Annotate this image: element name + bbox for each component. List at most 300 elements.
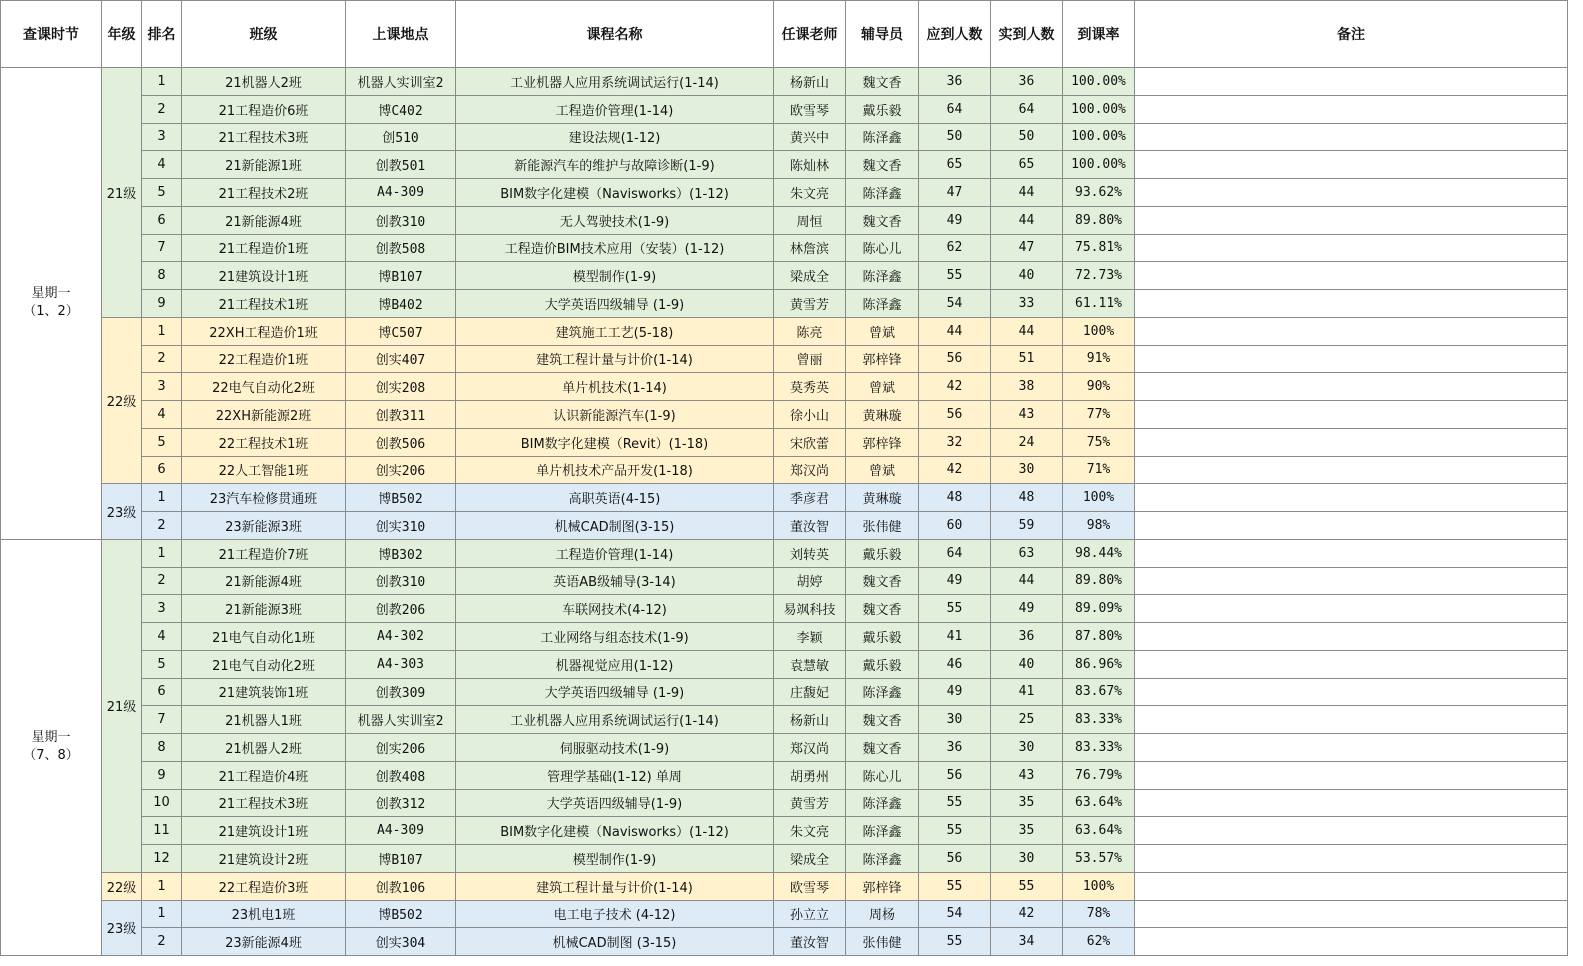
rate-cell: 83.67% — [1063, 678, 1135, 706]
notes-cell[interactable] — [1135, 539, 1568, 567]
counselor-cell: 郭梓锋 — [846, 872, 919, 900]
actual-cell: 63 — [991, 539, 1063, 567]
course-cell: 大学英语四级辅导(1-9) — [456, 789, 774, 817]
location-cell: A4-302 — [346, 623, 456, 651]
header-location: 上课地点 — [346, 1, 456, 68]
course-cell: 机械CAD制图(3-15) — [456, 512, 774, 540]
rate-cell: 71% — [1063, 456, 1135, 484]
table-row — [1, 456, 1568, 484]
actual-cell: 44 — [991, 567, 1063, 595]
rate-cell: 83.33% — [1063, 706, 1135, 734]
class-cell: 22人工智能1班 — [182, 456, 346, 484]
location-cell: 创教312 — [346, 789, 456, 817]
class-cell: 22工程造价1班 — [182, 345, 346, 373]
table-row — [1, 872, 1568, 900]
notes-cell[interactable] — [1135, 678, 1568, 706]
rate-cell: 93.62% — [1063, 179, 1135, 207]
rank-cell: 5 — [142, 179, 182, 207]
actual-cell: 35 — [991, 789, 1063, 817]
actual-cell: 34 — [991, 928, 1063, 956]
rank-cell: 7 — [142, 234, 182, 262]
table-row — [1, 345, 1568, 373]
teacher-cell: 欧雪琴 — [774, 872, 846, 900]
expected-cell: 56 — [919, 401, 991, 429]
teacher-cell: 曾丽 — [774, 345, 846, 373]
notes-cell[interactable] — [1135, 290, 1568, 318]
table-row — [1, 373, 1568, 401]
location-cell: 博B402 — [346, 290, 456, 318]
counselor-cell: 魏文香 — [846, 68, 919, 96]
counselor-cell: 魏文香 — [846, 567, 919, 595]
expected-cell: 55 — [919, 789, 991, 817]
table-row — [1, 428, 1568, 456]
class-cell: 23新能源3班 — [182, 512, 346, 540]
class-cell: 21新能源3班 — [182, 595, 346, 623]
course-cell: 机械CAD制图 (3-15) — [456, 928, 774, 956]
location-cell: A4-309 — [346, 179, 456, 207]
notes-cell[interactable] — [1135, 68, 1568, 96]
notes-cell[interactable] — [1135, 484, 1568, 512]
rank-cell: 12 — [142, 845, 182, 873]
course-cell: BIM数字化建模（Revit）(1-18) — [456, 428, 774, 456]
teacher-cell: 莫秀英 — [774, 373, 846, 401]
teacher-cell: 郑汉尚 — [774, 456, 846, 484]
counselor-cell: 魏文香 — [846, 206, 919, 234]
location-cell: 创教508 — [346, 234, 456, 262]
counselor-cell: 戴乐毅 — [846, 95, 919, 123]
session-label: 星期一 — [31, 730, 71, 746]
course-cell: 车联网技术(4-12) — [456, 595, 774, 623]
actual-cell: 36 — [991, 68, 1063, 96]
rate-cell: 98.44% — [1063, 539, 1135, 567]
table-row — [1, 789, 1568, 817]
counselor-cell: 周杨 — [846, 900, 919, 928]
rank-cell: 6 — [142, 206, 182, 234]
class-cell: 21新能源1班 — [182, 151, 346, 179]
header-rate: 到课率 — [1063, 1, 1135, 68]
rate-cell: 53.57% — [1063, 845, 1135, 873]
expected-cell: 55 — [919, 817, 991, 845]
rank-cell: 4 — [142, 401, 182, 429]
teacher-cell: 袁慧敏 — [774, 650, 846, 678]
header-row — [1, 1, 1568, 68]
expected-cell: 56 — [919, 761, 991, 789]
actual-cell: 44 — [991, 206, 1063, 234]
table-row — [1, 206, 1568, 234]
rank-cell: 1 — [142, 539, 182, 567]
notes-cell[interactable] — [1135, 401, 1568, 429]
notes-cell[interactable] — [1135, 567, 1568, 595]
location-cell: 机器人实训室2 — [346, 706, 456, 734]
course-cell: 伺服驱动技术(1-9) — [456, 734, 774, 762]
expected-cell: 56 — [919, 845, 991, 873]
counselor-cell: 陈泽鑫 — [846, 290, 919, 318]
expected-cell: 64 — [919, 95, 991, 123]
teacher-cell: 陈亮 — [774, 317, 846, 345]
rank-cell: 4 — [142, 623, 182, 651]
header-grade: 年级 — [102, 1, 142, 68]
teacher-cell: 胡婷 — [774, 567, 846, 595]
course-cell: 电工电子技术 (4-12) — [456, 900, 774, 928]
counselor-cell: 戴乐毅 — [846, 539, 919, 567]
table-row — [1, 650, 1568, 678]
class-cell: 22XH新能源2班 — [182, 401, 346, 429]
class-cell: 21建筑设计1班 — [182, 817, 346, 845]
table-row — [1, 900, 1568, 928]
grade-cell: 23级 — [102, 484, 142, 540]
teacher-cell: 黄雪芳 — [774, 789, 846, 817]
actual-cell: 40 — [991, 650, 1063, 678]
rate-cell: 90% — [1063, 373, 1135, 401]
actual-cell: 55 — [991, 872, 1063, 900]
course-cell: 工程造价BIM技术应用（安装）(1-12) — [456, 234, 774, 262]
counselor-cell: 郭梓锋 — [846, 345, 919, 373]
notes-cell[interactable] — [1135, 234, 1568, 262]
class-cell: 21机器人2班 — [182, 734, 346, 762]
teacher-cell: 董汝智 — [774, 928, 846, 956]
actual-cell: 44 — [991, 179, 1063, 207]
rate-cell: 100.00% — [1063, 151, 1135, 179]
location-cell: 创教311 — [346, 401, 456, 429]
expected-cell: 54 — [919, 290, 991, 318]
actual-cell: 30 — [991, 456, 1063, 484]
rate-cell: 63.64% — [1063, 789, 1135, 817]
rate-cell: 89.80% — [1063, 206, 1135, 234]
expected-cell: 47 — [919, 179, 991, 207]
rank-cell: 2 — [142, 345, 182, 373]
notes-cell[interactable] — [1135, 262, 1568, 290]
notes-cell[interactable] — [1135, 456, 1568, 484]
class-cell: 22电气自动化2班 — [182, 373, 346, 401]
notes-cell[interactable] — [1135, 373, 1568, 401]
actual-cell: 38 — [991, 373, 1063, 401]
course-cell: 模型制作(1-9) — [456, 262, 774, 290]
table-row — [1, 123, 1568, 151]
expected-cell: 36 — [919, 68, 991, 96]
counselor-cell: 曾斌 — [846, 317, 919, 345]
expected-cell: 55 — [919, 595, 991, 623]
actual-cell: 44 — [991, 317, 1063, 345]
rank-cell: 6 — [142, 678, 182, 706]
notes-cell[interactable] — [1135, 928, 1568, 956]
rank-cell: 6 — [142, 456, 182, 484]
class-cell: 21机器人1班 — [182, 706, 346, 734]
location-cell: A4-303 — [346, 650, 456, 678]
rate-cell: 61.11% — [1063, 290, 1135, 318]
counselor-cell: 魏文香 — [846, 151, 919, 179]
class-cell: 21电气自动化2班 — [182, 650, 346, 678]
notes-cell[interactable] — [1135, 151, 1568, 179]
course-cell: 大学英语四级辅导 (1-9) — [456, 290, 774, 318]
class-cell: 21工程技术3班 — [182, 123, 346, 151]
expected-cell: 54 — [919, 900, 991, 928]
table-row — [1, 179, 1568, 207]
notes-cell[interactable] — [1135, 512, 1568, 540]
teacher-cell: 欧雪琴 — [774, 95, 846, 123]
class-cell: 21工程造价7班 — [182, 539, 346, 567]
course-cell: BIM数字化建模（Navisworks）(1-12) — [456, 179, 774, 207]
actual-cell: 43 — [991, 401, 1063, 429]
course-cell: 工业网络与组态技术(1-9) — [456, 623, 774, 651]
rate-cell: 100% — [1063, 484, 1135, 512]
expected-cell: 55 — [919, 928, 991, 956]
table-row — [1, 817, 1568, 845]
table-row — [1, 234, 1568, 262]
table-row — [1, 706, 1568, 734]
notes-cell[interactable] — [1135, 317, 1568, 345]
table-row — [1, 734, 1568, 762]
rate-cell: 100.00% — [1063, 68, 1135, 96]
rank-cell: 3 — [142, 123, 182, 151]
course-cell: 大学英语四级辅导 (1-9) — [456, 678, 774, 706]
rate-cell: 76.79% — [1063, 761, 1135, 789]
rate-cell: 100% — [1063, 872, 1135, 900]
counselor-cell: 陈泽鑫 — [846, 817, 919, 845]
notes-cell[interactable] — [1135, 428, 1568, 456]
expected-cell: 42 — [919, 373, 991, 401]
course-cell: 模型制作(1-9) — [456, 845, 774, 873]
location-cell: 创教106 — [346, 872, 456, 900]
counselor-cell: 曾斌 — [846, 373, 919, 401]
class-cell: 21新能源4班 — [182, 567, 346, 595]
table-row — [1, 401, 1568, 429]
table-row — [1, 68, 1568, 96]
grade-cell: 22级 — [102, 317, 142, 484]
grade-cell: 23级 — [102, 900, 142, 956]
course-cell: 工程造价管理(1-14) — [456, 95, 774, 123]
teacher-cell: 朱文亮 — [774, 817, 846, 845]
location-cell: 创实310 — [346, 512, 456, 540]
course-cell: 英语AB级辅导(3-14) — [456, 567, 774, 595]
teacher-cell: 杨新山 — [774, 706, 846, 734]
class-cell: 21建筑设计2班 — [182, 845, 346, 873]
rate-cell: 100% — [1063, 317, 1135, 345]
rank-cell: 7 — [142, 706, 182, 734]
expected-cell: 41 — [919, 623, 991, 651]
course-cell: 管理学基础(1-12) 单周 — [456, 761, 774, 789]
rank-cell: 3 — [142, 595, 182, 623]
grade-cell: 21级 — [102, 539, 142, 872]
rate-cell: 89.80% — [1063, 567, 1135, 595]
expected-cell: 62 — [919, 234, 991, 262]
session-period: （7、8） — [23, 748, 79, 764]
counselor-cell: 陈泽鑫 — [846, 789, 919, 817]
location-cell: 博B107 — [346, 845, 456, 873]
rate-cell: 75% — [1063, 428, 1135, 456]
session-label: 星期一 — [31, 286, 71, 302]
rank-cell: 2 — [142, 512, 182, 540]
teacher-cell: 季彦君 — [774, 484, 846, 512]
expected-cell: 46 — [919, 650, 991, 678]
class-cell: 21工程技术1班 — [182, 290, 346, 318]
rank-cell: 1 — [142, 484, 182, 512]
notes-cell[interactable] — [1135, 179, 1568, 207]
class-cell: 21新能源4班 — [182, 206, 346, 234]
notes-cell[interactable] — [1135, 623, 1568, 651]
counselor-cell: 陈心儿 — [846, 761, 919, 789]
counselor-cell: 黄琳璇 — [846, 401, 919, 429]
location-cell: 博B107 — [346, 262, 456, 290]
expected-cell: 60 — [919, 512, 991, 540]
notes-cell[interactable] — [1135, 789, 1568, 817]
rank-cell: 1 — [142, 317, 182, 345]
rank-cell: 9 — [142, 290, 182, 318]
teacher-cell: 易飒科技 — [774, 595, 846, 623]
notes-cell[interactable] — [1135, 206, 1568, 234]
expected-cell: 65 — [919, 151, 991, 179]
rank-cell: 10 — [142, 789, 182, 817]
expected-cell: 36 — [919, 734, 991, 762]
grade-cell: 22级 — [102, 872, 142, 900]
teacher-cell: 刘转英 — [774, 539, 846, 567]
notes-cell[interactable] — [1135, 900, 1568, 928]
session-cell — [1, 68, 102, 540]
teacher-cell: 董汝智 — [774, 512, 846, 540]
notes-cell[interactable] — [1135, 817, 1568, 845]
table-row — [1, 290, 1568, 318]
grade-cell: 21级 — [102, 68, 142, 318]
notes-cell[interactable] — [1135, 845, 1568, 873]
header-class: 班级 — [182, 1, 346, 68]
rate-cell: 77% — [1063, 401, 1135, 429]
expected-cell: 42 — [919, 456, 991, 484]
counselor-cell: 魏文香 — [846, 595, 919, 623]
course-cell: 工业机器人应用系统调试运行(1-14) — [456, 68, 774, 96]
teacher-cell: 林詹滨 — [774, 234, 846, 262]
notes-cell[interactable] — [1135, 761, 1568, 789]
class-cell: 21工程造价1班 — [182, 234, 346, 262]
location-cell: 创510 — [346, 123, 456, 151]
counselor-cell: 陈泽鑫 — [846, 179, 919, 207]
location-cell: 机器人实训室2 — [346, 68, 456, 96]
class-cell: 21建筑装饰1班 — [182, 678, 346, 706]
teacher-cell: 宋欣蕾 — [774, 428, 846, 456]
notes-cell[interactable] — [1135, 706, 1568, 734]
rank-cell: 3 — [142, 373, 182, 401]
class-cell: 21电气自动化1班 — [182, 623, 346, 651]
actual-cell: 35 — [991, 817, 1063, 845]
actual-cell: 30 — [991, 734, 1063, 762]
rank-cell: 2 — [142, 567, 182, 595]
rate-cell: 86.96% — [1063, 650, 1135, 678]
table-row — [1, 484, 1568, 512]
counselor-cell: 陈心儿 — [846, 234, 919, 262]
actual-cell: 50 — [991, 123, 1063, 151]
location-cell: 创教501 — [346, 151, 456, 179]
teacher-cell: 梁成全 — [774, 845, 846, 873]
teacher-cell: 梁成全 — [774, 262, 846, 290]
location-cell: 创教309 — [346, 678, 456, 706]
location-cell: 创实304 — [346, 928, 456, 956]
header-counselor: 辅导员 — [846, 1, 919, 68]
counselor-cell: 陈泽鑫 — [846, 123, 919, 151]
expected-cell: 50 — [919, 123, 991, 151]
location-cell: 创教506 — [346, 428, 456, 456]
teacher-cell: 黄雪芳 — [774, 290, 846, 318]
actual-cell: 24 — [991, 428, 1063, 456]
rate-cell: 83.33% — [1063, 734, 1135, 762]
teacher-cell: 周恒 — [774, 206, 846, 234]
rank-cell: 1 — [142, 872, 182, 900]
location-cell: 创实208 — [346, 373, 456, 401]
course-cell: 高职英语(4-15) — [456, 484, 774, 512]
course-cell: 建筑工程计量与计价(1-14) — [456, 345, 774, 373]
rate-cell: 75.81% — [1063, 234, 1135, 262]
table-row — [1, 512, 1568, 540]
class-cell: 21机器人2班 — [182, 68, 346, 96]
actual-cell: 41 — [991, 678, 1063, 706]
teacher-cell: 陈灿林 — [774, 151, 846, 179]
rank-cell: 4 — [142, 151, 182, 179]
session-cell — [1, 539, 102, 955]
actual-cell: 48 — [991, 484, 1063, 512]
class-cell: 21工程造价4班 — [182, 761, 346, 789]
teacher-cell: 孙立立 — [774, 900, 846, 928]
notes-cell[interactable] — [1135, 595, 1568, 623]
actual-cell: 49 — [991, 595, 1063, 623]
expected-cell: 49 — [919, 206, 991, 234]
teacher-cell: 杨新山 — [774, 68, 846, 96]
rank-cell: 2 — [142, 95, 182, 123]
table-row — [1, 928, 1568, 956]
expected-cell: 64 — [919, 539, 991, 567]
teacher-cell: 胡勇州 — [774, 761, 846, 789]
notes-cell[interactable] — [1135, 650, 1568, 678]
expected-cell: 44 — [919, 317, 991, 345]
actual-cell: 51 — [991, 345, 1063, 373]
notes-cell[interactable] — [1135, 95, 1568, 123]
actual-cell: 42 — [991, 900, 1063, 928]
rank-cell: 2 — [142, 928, 182, 956]
location-cell: 创教206 — [346, 595, 456, 623]
table-row — [1, 623, 1568, 651]
table-row — [1, 95, 1568, 123]
notes-cell[interactable] — [1135, 734, 1568, 762]
teacher-cell: 李颖 — [774, 623, 846, 651]
table-row — [1, 317, 1568, 345]
course-cell: 新能源汽车的维护与故障诊断(1-9) — [456, 151, 774, 179]
counselor-cell: 魏文香 — [846, 734, 919, 762]
actual-cell: 59 — [991, 512, 1063, 540]
location-cell: 创教310 — [346, 206, 456, 234]
counselor-cell: 曾斌 — [846, 456, 919, 484]
rate-cell: 89.09% — [1063, 595, 1135, 623]
course-cell: 建筑施工工艺(5-18) — [456, 317, 774, 345]
actual-cell: 64 — [991, 95, 1063, 123]
header-notes: 备注 — [1135, 1, 1568, 68]
class-cell: 22XH工程造价1班 — [182, 317, 346, 345]
rank-cell: 1 — [142, 900, 182, 928]
rate-cell: 91% — [1063, 345, 1135, 373]
rank-cell: 8 — [142, 734, 182, 762]
notes-cell[interactable] — [1135, 123, 1568, 151]
teacher-cell: 朱文亮 — [774, 179, 846, 207]
header-rank: 排名 — [142, 1, 182, 68]
table-row — [1, 567, 1568, 595]
notes-cell[interactable] — [1135, 872, 1568, 900]
class-cell: 23机电1班 — [182, 900, 346, 928]
course-cell: BIM数字化建模（Navisworks）(1-12) — [456, 817, 774, 845]
location-cell: 创教310 — [346, 567, 456, 595]
class-cell: 23新能源4班 — [182, 928, 346, 956]
rank-cell: 5 — [142, 428, 182, 456]
location-cell: 创实407 — [346, 345, 456, 373]
location-cell: 博B502 — [346, 484, 456, 512]
header-session: 查课时节 — [1, 1, 102, 68]
expected-cell: 49 — [919, 678, 991, 706]
actual-cell: 40 — [991, 262, 1063, 290]
notes-cell[interactable] — [1135, 345, 1568, 373]
